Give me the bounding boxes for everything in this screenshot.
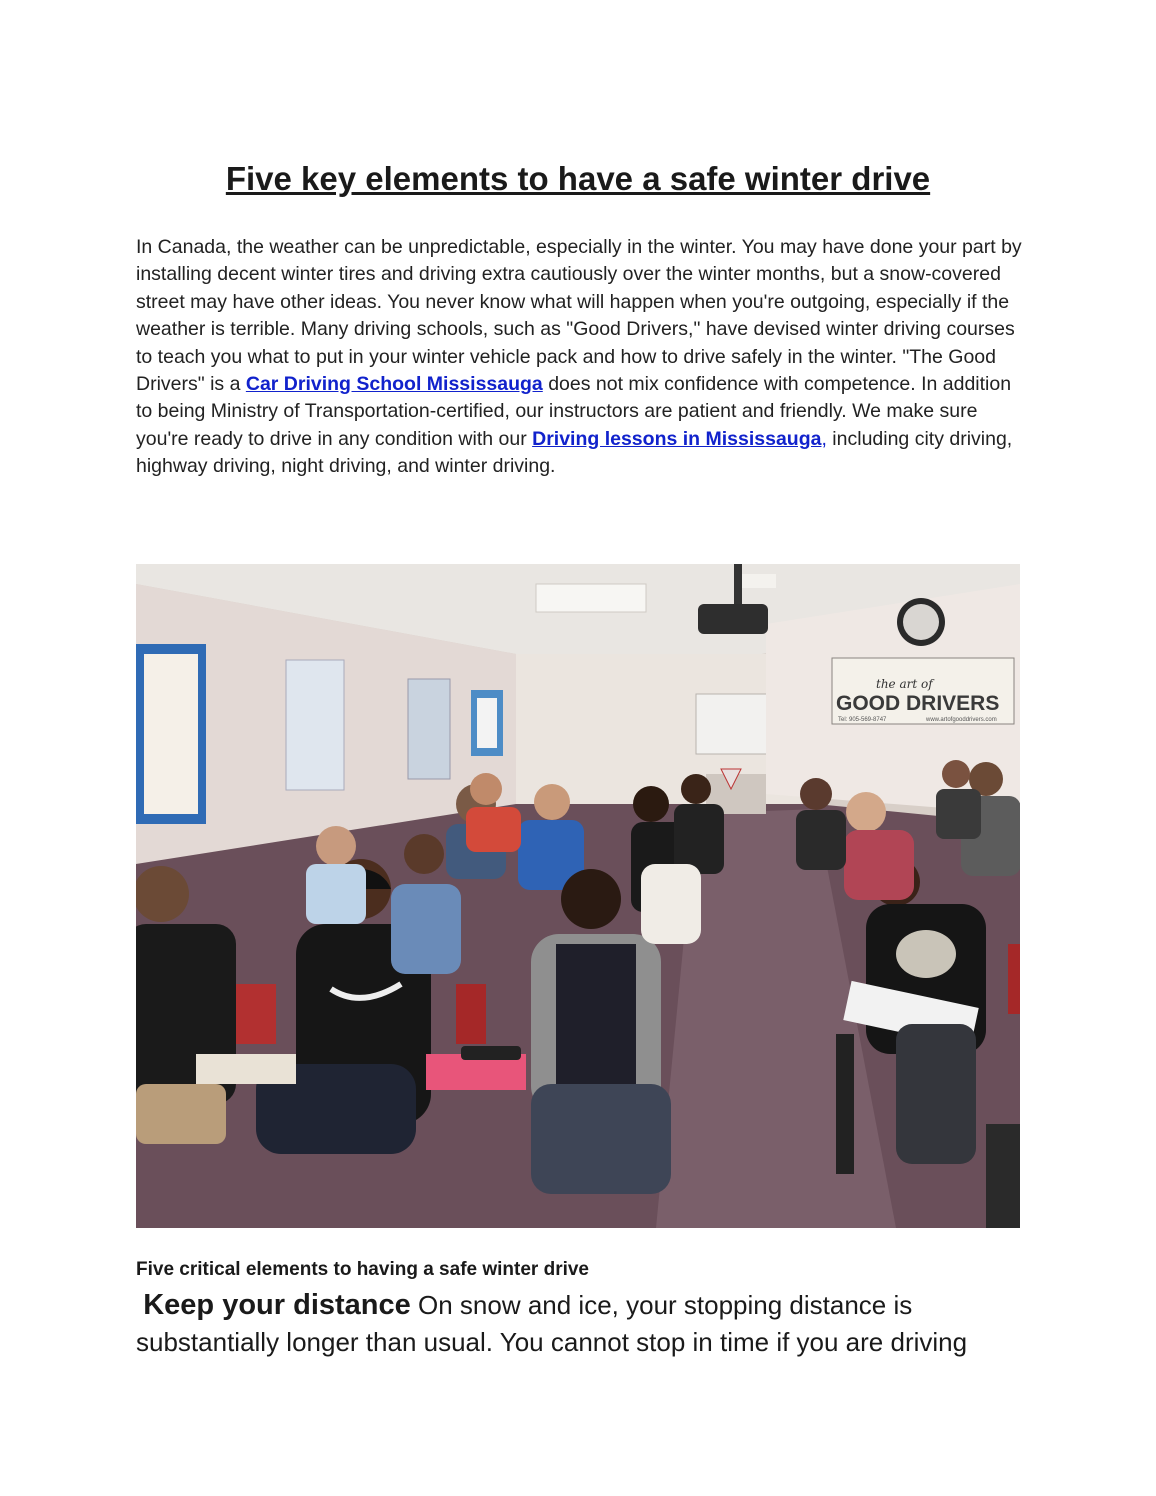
banner-url-text: www.artofgooddrivers.com [926,717,997,723]
classroom-photo [136,564,1020,1228]
section-subheading: Five critical elements to having a safe winter drive [136,1259,590,1280]
banner-brand-text: GOOD DRIVERS [836,692,1000,715]
banner-phone-text: Tel: 905-569-8747 [838,717,887,723]
intro-paragraph [136,234,1026,481]
driving-lessons-link[interactable]: Driving lessons in Mississauga [532,427,822,450]
intro-text-1: In Canada, the weather can be unpredictable, especially in the winter. You may have done your part by installing decent winter tires and driving extra cautiously over the winter months, but a snow-covered street may have other ideas. You never know what will happen when you're outgoing, especially if the weather is terrible. Many driving schools, such as "Good Drivers," have devised winter driving courses to teach you what to put in your winter vehicle pack and how to drive safely in the winter. "The Good Drivers" is a [136,236,1022,396]
banner-small-text: the art of [876,677,933,691]
section-paragraph [136,1287,1036,1361]
intro-text-3: including city driving, highway driving, night driving, and winter driving. [136,427,1013,478]
intro-text-2: does not mix confidence with competence. In addition to being Ministry of Transportation-certified, our instructors are patient and friendly. We make sure you're ready to drive in any condition with our [136,373,1012,450]
driving-lessons-link-comma[interactable]: , [821,427,827,450]
section-body: On snow and ice, your stopping distance is substantially longer than usual. You cannot stop in time if you are driving [136,1290,968,1357]
car-driving-school-link[interactable]: Car Driving School Mississauga [245,373,543,396]
section-lead: Keep your distance [143,1289,411,1321]
page-title: Five key elements to have a safe winter drive [225,160,931,197]
